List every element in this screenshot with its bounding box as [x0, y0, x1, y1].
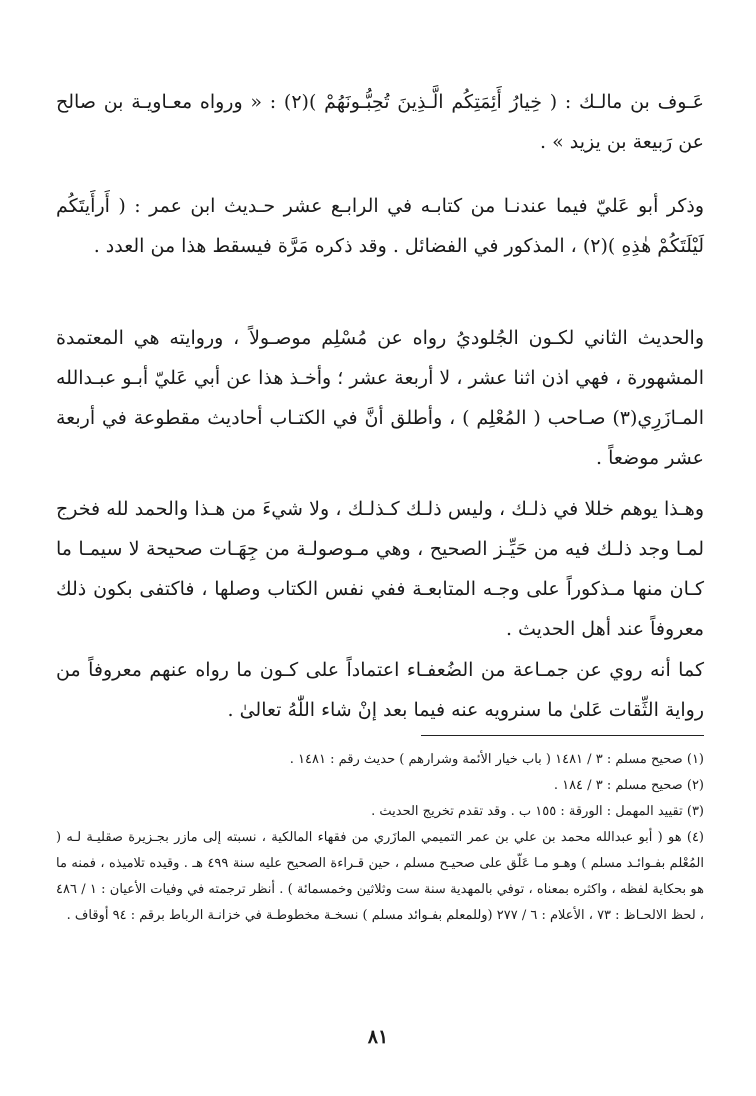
footnotes — [56, 747, 704, 929]
page-number: ٨١ — [367, 1026, 389, 1048]
footnote-1: (١) صحيح مسلم : ٣ / ١٤٨١ ( باب خيار الأئمة وشرارهم ) حديث رقم : ١٤٨١ . — [289, 752, 704, 767]
footnote-4: (٤) هو ( أبو عبدالله محمد بن علي بن عمر التميمي المازَري من فقهاء المالكية ، نسبته إلى مازر بجـزيرة صقليـة لـه ( المُعْلم بفـوائـد مسلم ) وهـو مـا عَلّق على صحيـح مسلم ، حين قـراءة الصحيح عليه سنة ٤٩٩ هـ . وقيده تلاميذه ، فمنه ما هو بحكاية لفظه ، واكثره بمعناه ، توفي بالمهدية سنة ست وثلاثين وخمسمائة ) . أنظر ترجمته في وفيات الأعيان : ١ / ٤٨٦ ، لحظ الالحـاظ : ٧٣ ، الأعلام : ٦ / ٢٧٧ (وللمعلم بفـوائد مسلم ) نسخـة مخطوطـة في خزانـة الرباط برقم : ٩٤ أوقاف . — [56, 830, 704, 923]
footnote-3: (٣) تقييد المهمل : الورقة : ١٥٥ ب . وقد تقدم تخريج الحديث . — [371, 804, 704, 819]
paragraph-1: عَـوف بن مالـك : ( خِيارُ أَئِمَتِكُم الَّـذِينَ تُحِبُّـونَهُمْ )(٢) : « ورواه معـاويـة بن صالح عن رَبيعة بن يزيد » . — [56, 91, 704, 153]
paragraph-4: وهـذا يوهم خللا في ذلـك ، وليس ذلـك كـذلـك ، ولا شيءَ من هـذا والحمد لله فخرج لمـا وجد ذلـك فيه من حَيِّـز الصحيح ، وهي مـوصولـة من جِهَـات صحيحة لا سيمـا ما كـان منها مـذكوراً على وجـه المتابعـة ففي نفس الكتاب وصلها ، فاكتفى بكون ذلك معروفاً عند أهل الحديث . — [56, 498, 704, 640]
footnote-2: (٢) صحيح مسلم : ٣ / ١٨٤ . — [553, 778, 704, 793]
footnote-divider — [421, 735, 704, 736]
paragraph-3: والحديث الثاني لكـون الجُلوديُ رواه عن مُسْلِم موصـولاً ، وروايته هي المعتمدة المشهورة ، فهي اذن اثنا عشر ، لا أربعة عشر ؛ وأخـذ هذا عن أبي عَليّ أبـو عبـدالله المـازَرِي(٣) صـاحب ( المُعْلِم ) ، وأطلق أنَّ في الكتـاب أحاديث مقطوعة في أربعة عشر موضعاً . — [56, 327, 704, 469]
paragraph-2: وذكر أبو عَليّ فيما عندنـا من كتابـه في الرابـع عشر حـديث ابن عمر : ( أَرأَيتَكُم لَيْلَتَكُمْ هٰذِهِ )(٢) ، المذكور في الفضائل . وقد ذكره مَرَّة فيسقط هذا من العدد . — [56, 195, 704, 257]
paragraph-5: كما أنه روي عن جمـاعة من الضُعفـاء اعتماداً على كـون ما رواه عنهم معروفاً من رواية الثِّقات عَلىٰ ما سنرويه عنه فيما بعد إنْ شاء اللّٰهُ تعالىٰ . — [56, 659, 704, 721]
